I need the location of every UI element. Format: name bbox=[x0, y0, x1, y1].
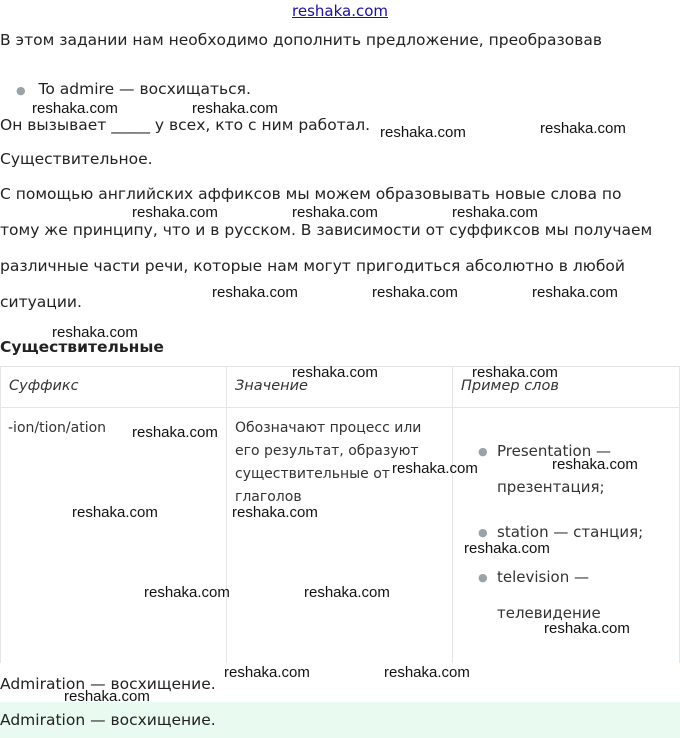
watermark: reshaka.com bbox=[392, 460, 478, 477]
watermark: reshaka.com bbox=[384, 664, 470, 681]
site-link[interactable]: reshaka.com bbox=[292, 2, 388, 20]
task-sentence: Он вызывает _____ у всех, кто с ним работал. bbox=[0, 116, 371, 134]
watermark: reshaka.com bbox=[292, 204, 378, 221]
table-col-border bbox=[226, 367, 227, 663]
bullet-dot-icon: ● bbox=[478, 571, 488, 584]
bullet-list bbox=[16, 80, 251, 98]
watermark: reshaka.com bbox=[64, 688, 150, 705]
watermark: reshaka.com bbox=[232, 504, 318, 521]
example-word: television — bbox=[497, 568, 589, 586]
watermark: reshaka.com bbox=[540, 120, 626, 137]
example-word: Presentation — bbox=[497, 442, 611, 460]
table-header-examples: Пример слов bbox=[461, 378, 559, 394]
cell-meaning: Обозначают процесс или его результат, образуют существительные от глаголов bbox=[235, 420, 422, 505]
section-heading: Существительные bbox=[0, 338, 164, 356]
bullet-dot-icon: ● bbox=[16, 84, 26, 97]
answer-highlight-text: Admiration — восхищение. bbox=[0, 711, 216, 729]
example-word: station — станция; bbox=[497, 523, 644, 541]
bullet-dot-icon: ● bbox=[478, 526, 488, 539]
table-header-suffix: Суффикс bbox=[9, 378, 79, 394]
table-header-divider bbox=[0, 407, 679, 408]
watermark: reshaka.com bbox=[452, 204, 538, 221]
watermark: reshaka.com bbox=[544, 620, 630, 637]
cell-suffix: -ion/tion/ation bbox=[8, 420, 107, 436]
answer-highlight bbox=[0, 702, 680, 738]
answer-text: Admiration — восхищение. bbox=[0, 675, 216, 693]
watermark: reshaka.com bbox=[132, 424, 218, 441]
bullet-item: To admire — восхищаться. bbox=[38, 80, 251, 98]
paragraph-line: различные части речи, которые нам могут пригодиться абсолютно в любой bbox=[0, 257, 625, 275]
watermark: reshaka.com bbox=[224, 664, 310, 681]
part-of-speech: Существительное. bbox=[0, 150, 153, 168]
bullet-dot-icon: ● bbox=[478, 445, 488, 458]
watermark: reshaka.com bbox=[144, 584, 230, 601]
example-translation: презентация; bbox=[497, 478, 605, 496]
watermark: reshaka.com bbox=[464, 540, 550, 557]
watermark: reshaka.com bbox=[380, 124, 466, 141]
example-translation: телевидение bbox=[497, 604, 601, 622]
intro-text: В этом задании нам необходимо дополнить предложение, преобразовав bbox=[0, 31, 602, 49]
watermark: reshaka.com bbox=[52, 324, 138, 341]
watermark: reshaka.com bbox=[132, 204, 218, 221]
watermark: reshaka.com bbox=[472, 364, 558, 381]
paragraph-line: тому же принципу, что и в русском. В зависимости от суффиксов мы получаем bbox=[0, 221, 653, 239]
paragraph-line: ситуации. bbox=[0, 293, 82, 311]
watermark: reshaka.com bbox=[552, 456, 638, 473]
table-col-border bbox=[452, 367, 453, 663]
watermark: reshaka.com bbox=[532, 284, 618, 301]
table-header-meaning: Значение bbox=[235, 378, 308, 394]
watermark: reshaka.com bbox=[72, 504, 158, 521]
watermark: reshaka.com bbox=[32, 100, 118, 117]
watermark: reshaka.com bbox=[192, 100, 278, 117]
paragraph-line: С помощью английских аффиксов мы можем образовывать новые слова по bbox=[0, 185, 622, 203]
watermark: reshaka.com bbox=[292, 364, 378, 381]
watermark: reshaka.com bbox=[212, 284, 298, 301]
table-col-border bbox=[0, 367, 1, 663]
watermark: reshaka.com bbox=[304, 584, 390, 601]
watermark: reshaka.com bbox=[372, 284, 458, 301]
